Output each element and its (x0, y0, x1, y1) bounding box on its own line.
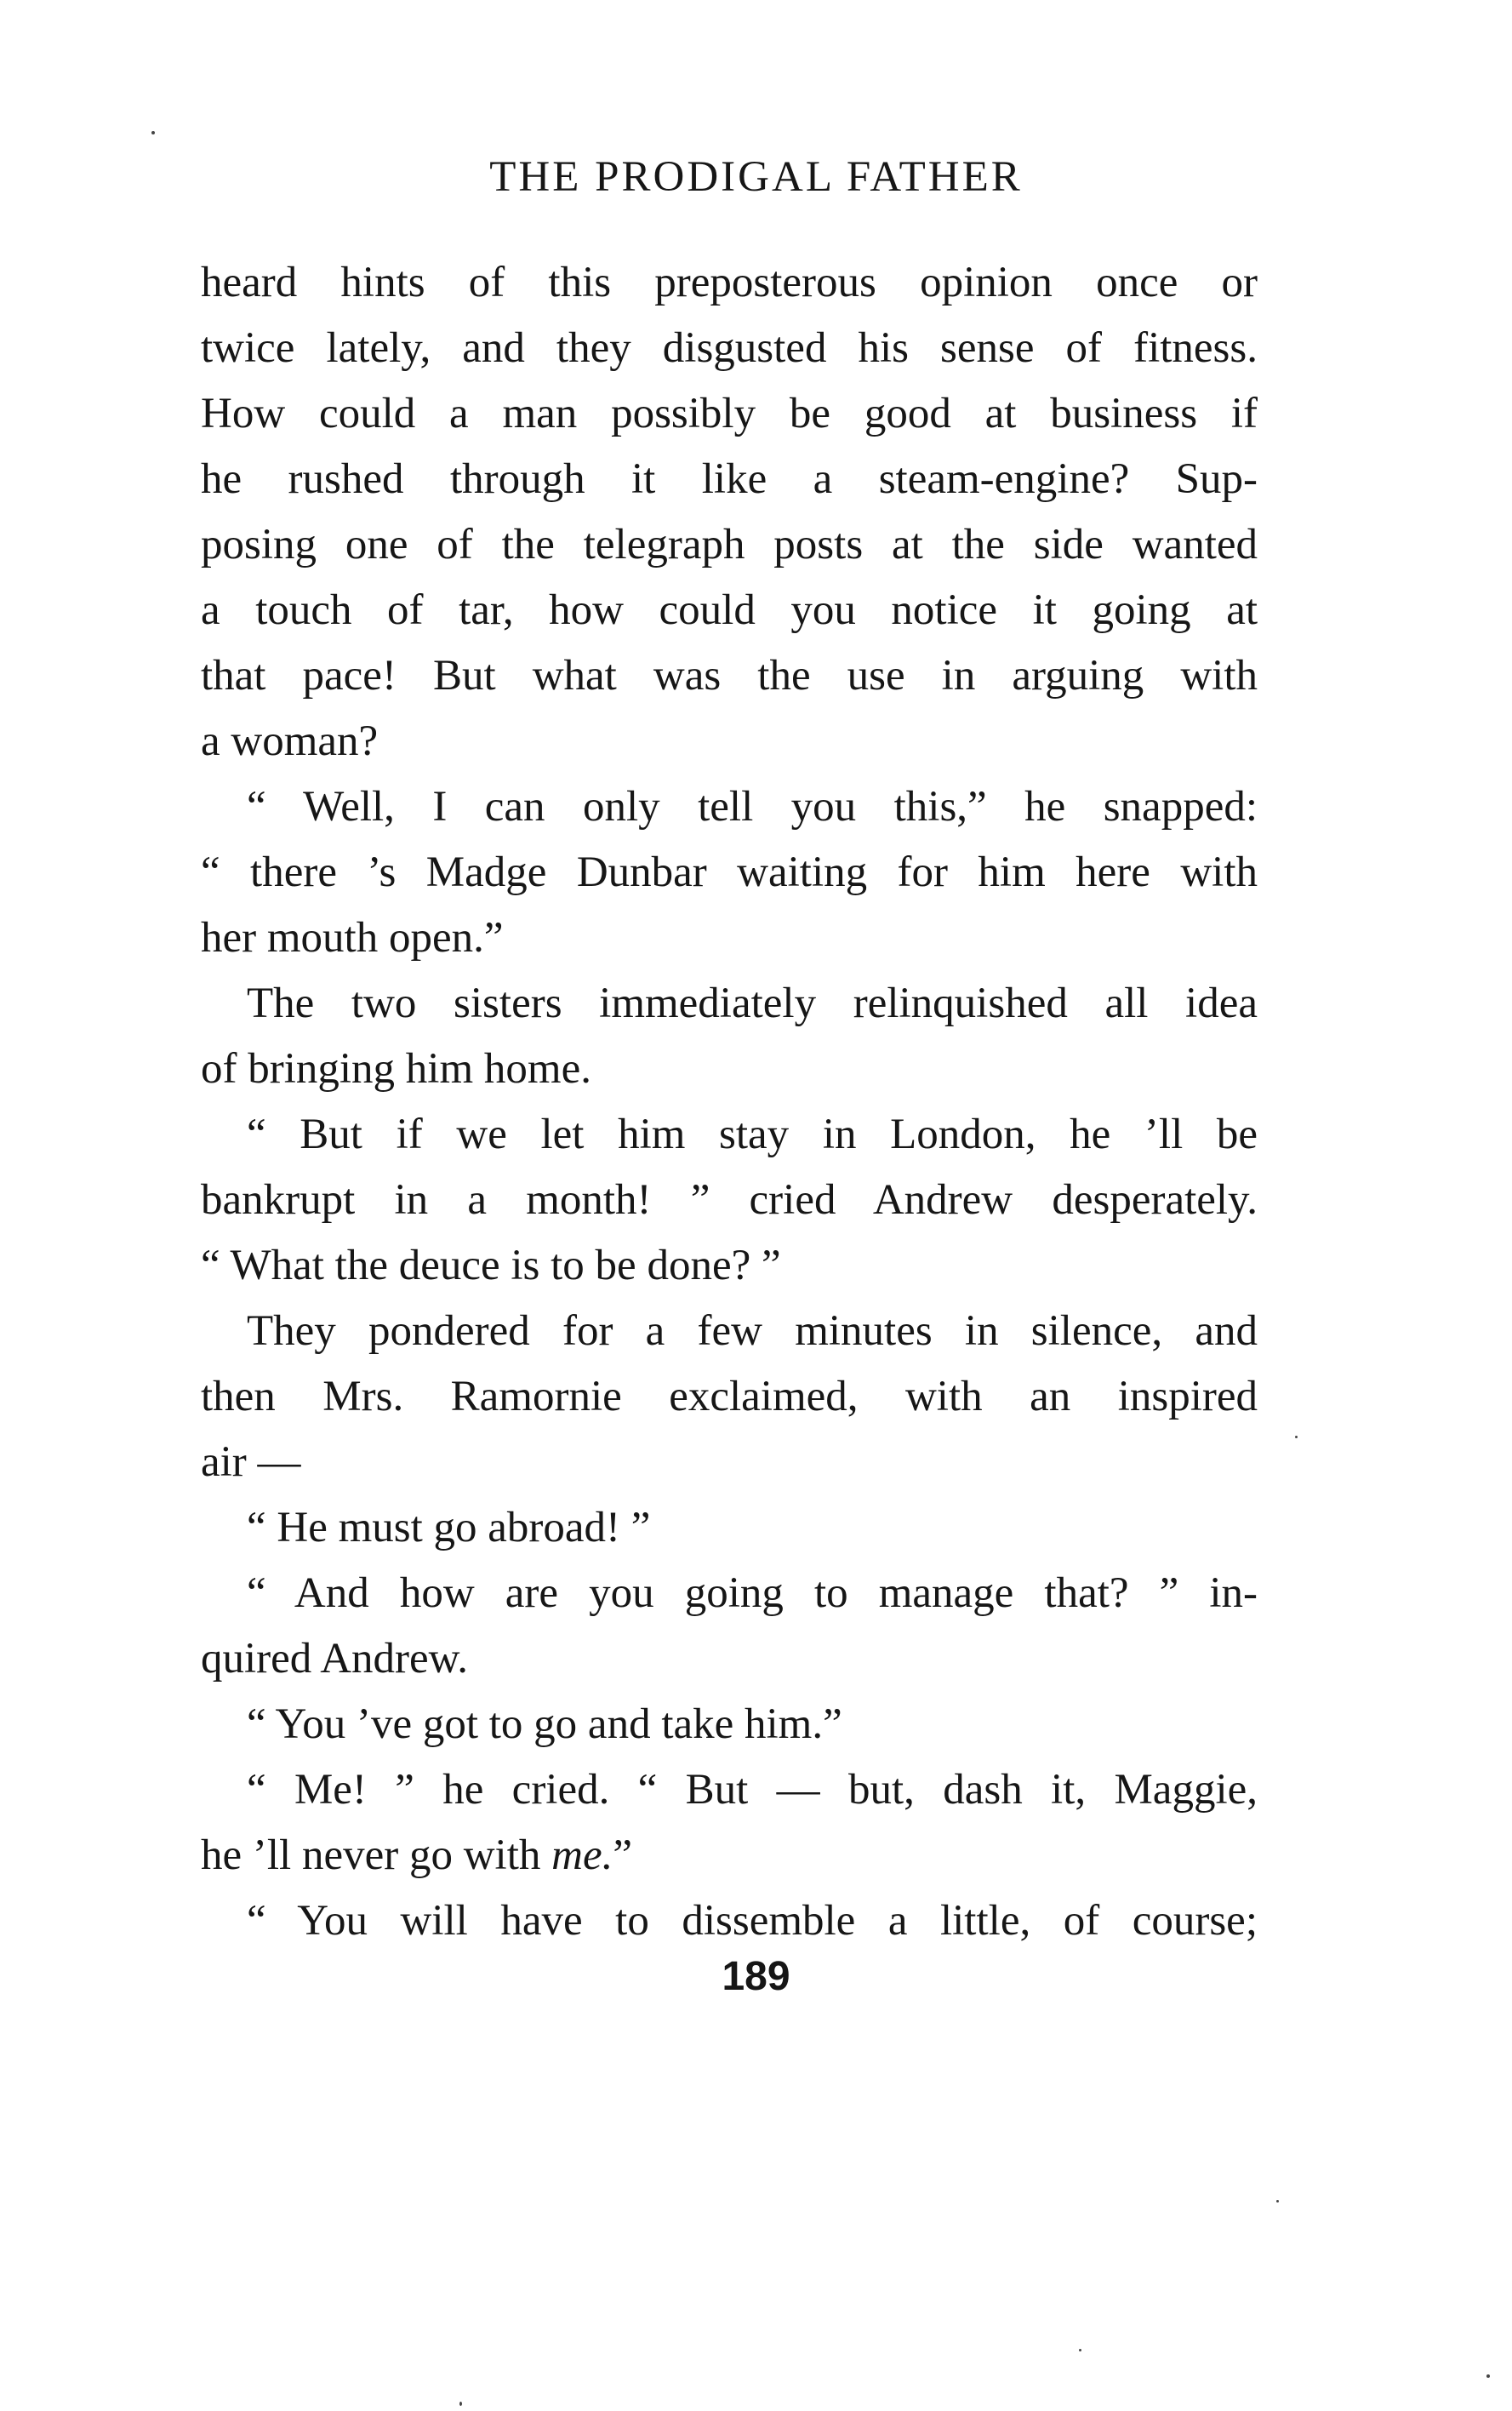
text-line: The two sisters immediately relinquished all idea (247, 980, 1258, 1027)
text-line: that pace! But what was the use in arguing with (201, 652, 1258, 700)
text-line: a woman? (201, 717, 379, 765)
text-line: “ What the deuce is to be done? ” (201, 1242, 781, 1289)
text-line: twice lately, and they disgusted his sense of fitness. (201, 324, 1258, 372)
text-line: a touch of tar, how could you notice it going at (201, 586, 1258, 634)
text-line: “ there ’s Madge Dunbar waiting for him here with (201, 848, 1258, 896)
text-line: “ Well, I can only tell you this,” he snapped: (247, 783, 1258, 831)
paper-speck (1276, 2200, 1279, 2202)
text-line: quired Andrew. (201, 1635, 468, 1683)
paper-speck (1079, 2349, 1081, 2351)
paper-speck (151, 131, 155, 134)
running-head: THE PRODIGAL FATHER (489, 153, 1023, 201)
text-line: of bringing him home. (201, 1045, 591, 1093)
italic-emphasis: me. (551, 1831, 613, 1879)
text-line: “ Me! ” he cried. “ But — but, dash it, Maggie, (247, 1766, 1258, 1814)
page-number: 189 (722, 1954, 790, 1999)
paper-speck (459, 2402, 462, 2406)
text-line: “ But if we let him stay in London, he ’ll be (247, 1111, 1258, 1158)
paper-speck (1295, 1436, 1298, 1438)
text-line: How could a man possibly be good at business if (201, 390, 1258, 437)
text-line: “ You ’ve got to go and take him.” (247, 1700, 842, 1748)
closing-quote: ” (613, 1831, 632, 1879)
text-line: They pondered for a few minutes in silence, and (247, 1307, 1258, 1355)
text-line: “ He must go abroad! ” (247, 1504, 651, 1551)
text-line: heard hints of this preposterous opinion once or (201, 259, 1258, 306)
text-line: bankrupt in a month! ” cried Andrew desperately. (201, 1176, 1258, 1224)
text-line: posing one of the telegraph posts at the side wanted (201, 521, 1258, 568)
text-line: her mouth open.” (201, 914, 504, 962)
text-line (201, 1830, 1258, 1881)
text-line: “ You will have to dissemble a little, of course; (247, 1897, 1258, 1945)
text-segment: he ’ll never go with (201, 1831, 552, 1879)
paper-speck (1486, 2374, 1490, 2378)
text-line: air — (201, 1438, 301, 1486)
text-line: “ And how are you going to manage that? ” in- (247, 1569, 1258, 1617)
text-line: he rushed through it like a steam-engine? Sup- (201, 455, 1258, 503)
text-line: then Mrs. Ramornie exclaimed, with an inspired (201, 1373, 1258, 1420)
